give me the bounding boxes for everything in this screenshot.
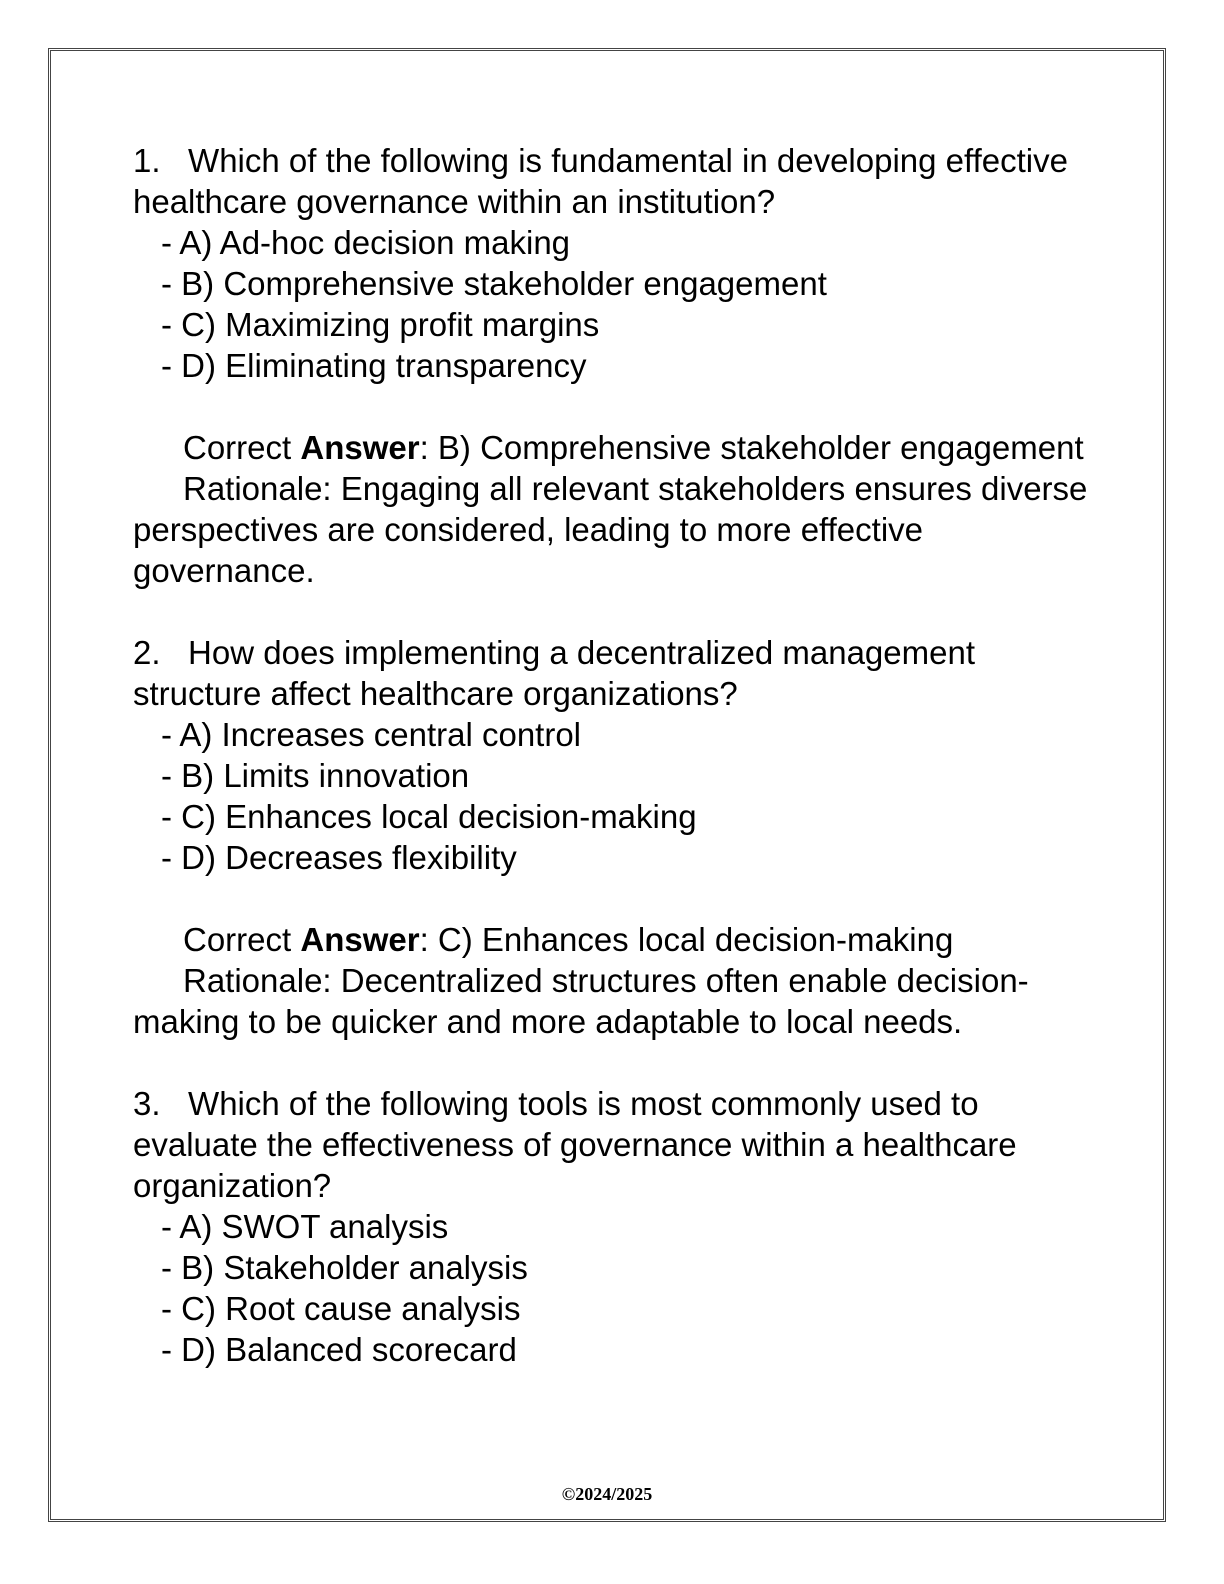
- rationale-label: Rationale:: [183, 470, 332, 507]
- option-a: - A) Increases central control: [161, 716, 582, 753]
- rationale: [133, 960, 1093, 1042]
- question-3: [133, 1083, 1093, 1370]
- question-1: [133, 140, 1093, 591]
- question-text: 3. Which of the following tools is most commonly used to evaluate the effectiveness of governance within a healthcare organization?: [133, 1085, 1026, 1204]
- question-number: 1.: [133, 142, 161, 179]
- answer-label: Answer: [300, 921, 420, 958]
- correct-answer: Correct Answer: B) Comprehensive stakeholder engagement: [183, 429, 1084, 466]
- question-number: 3.: [133, 1085, 161, 1122]
- question-2: [133, 632, 1093, 1042]
- option-d: - D) Decreases flexibility: [161, 839, 517, 876]
- question-text: 1. Which of the following is fundamental in developing effective healthcare governance within an institution?: [133, 142, 1078, 220]
- option-c: - C) Root cause analysis: [161, 1290, 521, 1327]
- option-b: - B) Stakeholder analysis: [161, 1249, 528, 1286]
- option-c: - C) Enhances local decision-making: [161, 798, 697, 835]
- option-d: - D) Eliminating transparency: [161, 347, 587, 384]
- options-list: [133, 1206, 1093, 1370]
- option-b: - B) Comprehensive stakeholder engagement: [161, 265, 827, 302]
- document-body: [133, 140, 1093, 1370]
- correct-answer: Correct Answer: C) Enhances local decision-making: [183, 921, 954, 958]
- question-text: 2. How does implementing a decentralized management structure affect healthcare organizations?: [133, 634, 985, 712]
- copyright-footer: ©2024/2025: [561, 1484, 653, 1504]
- rationale-text: Decentralized structures often enable decision-making to be quicker and more adaptable to local needs.: [133, 962, 1029, 1040]
- rationale-text: Engaging all relevant stakeholders ensures diverse perspectives are considered, leading to more effective governance.: [133, 470, 1088, 589]
- option-a: - A) SWOT analysis: [161, 1208, 449, 1245]
- option-a: - A) Ad-hoc decision making: [161, 224, 571, 261]
- option-b: - B) Limits innovation: [161, 757, 470, 794]
- options-list: [133, 714, 1093, 878]
- question-number: 2.: [133, 634, 161, 671]
- option-d: - D) Balanced scorecard: [161, 1331, 517, 1368]
- rationale: [133, 468, 1093, 591]
- option-c: - C) Maximizing profit margins: [161, 306, 600, 343]
- rationale-label: Rationale:: [183, 962, 332, 999]
- answer-label: Answer: [300, 429, 420, 466]
- options-list: [133, 222, 1093, 386]
